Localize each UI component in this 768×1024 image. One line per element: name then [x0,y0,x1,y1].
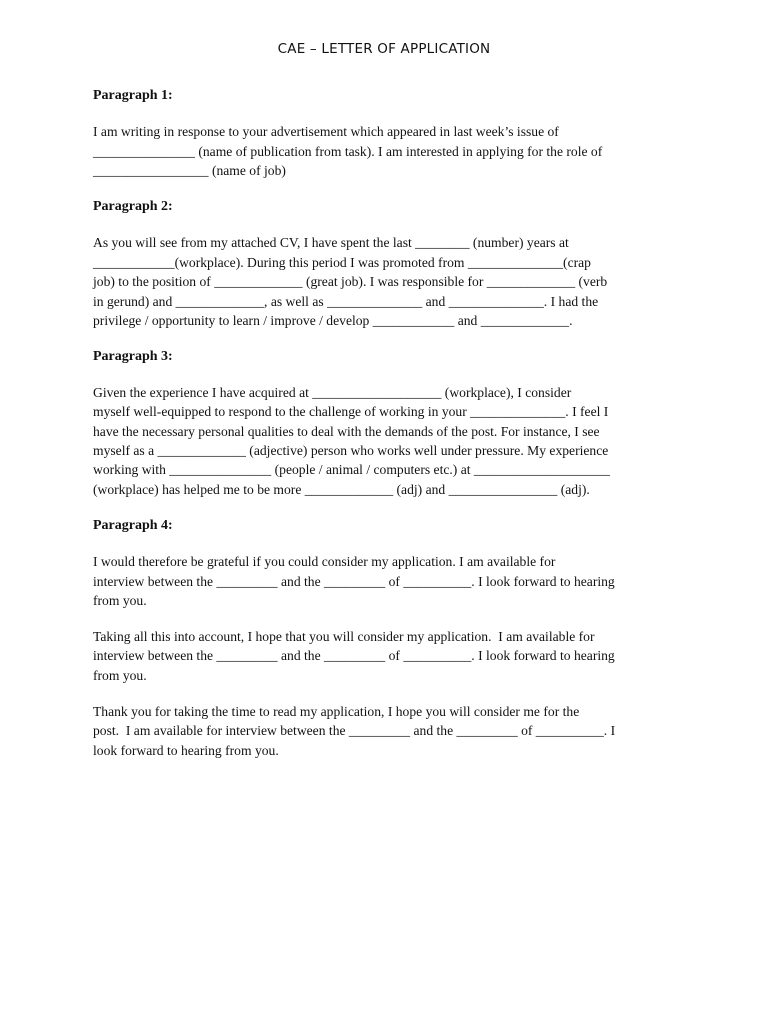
closing-option-1-line-1: Taking all this into account, I hope that you will consider my application. I am available for [93,629,595,644]
closing-option-2-line-2: post. I am available for interview between the _________ and the _________ of __________. I [93,723,616,738]
paragraph-1-heading: Paragraph 1: [93,88,173,103]
paragraph-4-line-3: from you. [93,593,147,608]
closing-option-1-line-2: interview between the _________ and the _________ of __________. I look forward to hearing [93,648,615,663]
closing-option-2-line-3: look forward to hearing from you. [93,743,279,758]
paragraph-3-line-1: Given the experience I have acquired at ___________________ (workplace), I consider [93,385,572,400]
paragraph-2-line-5: privilege / opportunity to learn / improve / develop ____________ and _____________. [93,313,573,328]
document-title: CAE – LETTER OF APPLICATION [277,41,491,57]
paragraph-3-line-5: working with _______________ (people / animal / computers etc.) at ____________________ [93,462,610,477]
paragraph-1-line-3: _________________ (name of job) [93,163,286,178]
paragraph-2-line-1: As you will see from my attached CV, I have spent the last ________ (number) years at [93,235,569,250]
paragraph-2-heading: Paragraph 2: [93,199,173,214]
closing-option-1-line-3: from you. [93,668,147,683]
paragraph-2-line-2: ____________(workplace). During this period I was promoted from ______________(crap [93,255,591,270]
paragraph-4-line-1: I would therefore be grateful if you could consider my application. I am available for [93,554,556,569]
paragraph-3-line-2: myself well-equipped to respond to the challenge of working in your ______________. I feel I [93,404,609,419]
paragraph-2-line-3: job) to the position of _____________ (great job). I was responsible for _____________ (verb [93,274,608,289]
paragraph-1-line-1: I am writing in response to your advertisement which appeared in last week’s issue of [93,124,559,139]
paragraph-3-line-4: myself as a _____________ (adjective) person who works well under pressure. My experience [93,443,609,458]
paragraph-3-heading: Paragraph 3: [93,349,173,364]
paragraph-4-heading: Paragraph 4: [93,518,173,533]
paragraph-3-line-3: have the necessary personal qualities to deal with the demands of the post. For instance, I see [93,424,600,439]
paragraph-4-line-2: interview between the _________ and the _________ of __________. I look forward to hearing [93,574,615,589]
paragraph-1-line-2: _______________ (name of publication from task). I am interested in applying for the role of [93,144,603,159]
closing-option-2-line-1: Thank you for taking the time to read my application, I hope you will consider me for the [93,704,580,719]
paragraph-3-line-6: (workplace) has helped me to be more _____________ (adj) and ________________ (adj). [93,482,590,497]
paragraph-2-line-4: in gerund) and _____________, as well as ______________ and ______________. I had the [93,294,599,309]
